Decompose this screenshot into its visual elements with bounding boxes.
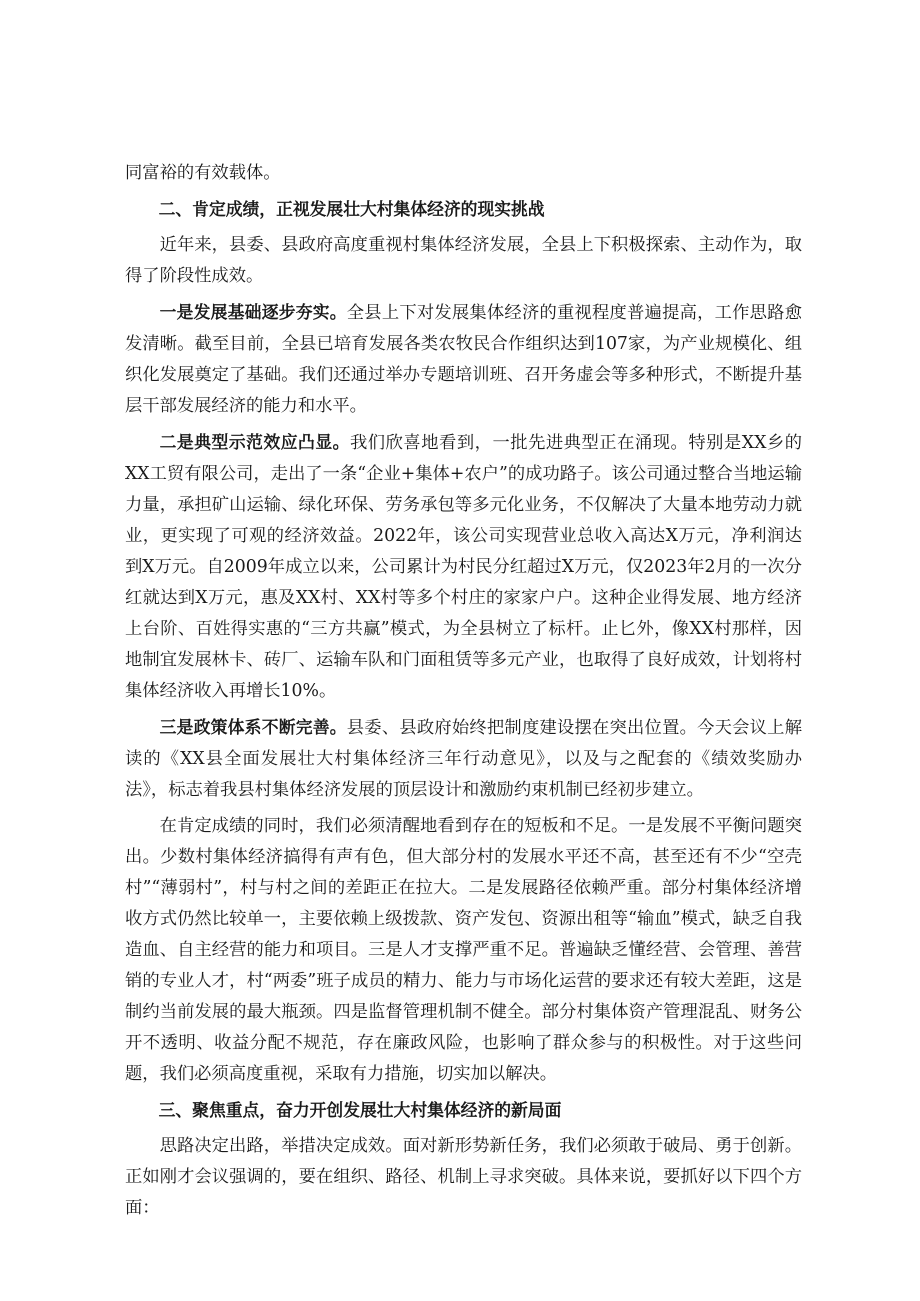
section-heading-2: 二、肯定成绩，正视发展壮大村集体经济的现实挑战: [158, 199, 545, 219]
paragraph-achievement-2: [125, 427, 802, 707]
paragraph-approach: 思路决定出路，举措决定成效。面对新形势新任务，我们必须敢于破局、勇于创新。正如刚才会议强调的，要在组织、路径、机制上寻求突破。具体来说，要抓好以下四个方面：: [125, 1136, 802, 1218]
paragraph-achievement-3: [125, 712, 802, 806]
achievement-3-body: 县委、县政府始终把制度建设摆在突出位置。今天会议上解读的《XX县全面发展壮大村集体经济三年行动意见》，以及与之配套的《绩效奖励办法》，标志着我县村集体经济发展的顶层设计和激励约束机制已经初步建立。: [125, 718, 802, 800]
achievement-1-lead: 一是发展基础逐步夯实。: [159, 302, 347, 322]
achievement-2-body: 我们欣喜地看到，一批先进典型正在涌现。特别是XX乡的XX工贸有限公司，走出了一条“企业+集体+农户”的成功路子。该公司通过整合当地运输力量，承担矿山运输、绿化环保、劳务承包等多元化业务，不仅解决了大量本地劳动力就业，更实现了可观的经济效益。2022年，该公司实现营业总收入高达X万元，净利润达到X万元。自2009年成立以来，公司累计为村民分红超过X万元，仅2023年2月的一次分红就达到X万元，惠及XX村、XX村等多个村庄的家家户户。这种企业得发展、地方经济上台阶、百姓得实惠的“三方共赢”模式，为全县树立了标杆。止匕外，像XX村那样，因地制宜发展林卡、砖厂、运输车队和门面租赁等多元产业，也取得了良好成效，计划将村集体经济收入再增长10%。: [125, 433, 802, 701]
achievement-1-body: 全县上下对发展集体经济的重视程度普遍提高，工作思路愈发清晰。截至目前，全县已培育发展各类农牧民合作组织达到107家，为产业规模化、组织化发展奠定了基础。我们还通过举办专题培训班、召开务虚会等多种形式，不断提升基层干部发展经济的能力和水平。: [125, 303, 802, 416]
paragraph-shortcomings: 在肯定成绩的同时，我们必须清醒地看到存在的短板和不足。一是发展不平衡问题突出。少数村集体经济搞得有声有色，但大部分村的发展水平还不高，甚至还有不少“空壳村”“薄弱村”，村与村之间的差距正在拉大。二是发展路径依赖严重。部分村集体经济增收方式仍然比较单一，主要依赖上级拨款、资产发包、资源出租等“输血”模式，缺乏自我造血、自主经营的能力和项目。三是人才支撑严重不足。普遍缺乏懂经营、会管理、善营销的专业人才，村“两委”班子成员的精力、能力与市场化运营的要求还有较大差距，这是制约当前发展的最大瓶颈。四是监督管理机制不健全。部分村集体资产管理混乱、财务公开不透明、收益分配不规范，存在廉政风险，也影响了群众参与的积极性。对于这些问题，我们必须高度重视，采取有力措施，切实加以解决。: [125, 816, 802, 1084]
achievement-3-lead: 三是政策体系不断完善。: [159, 717, 347, 737]
paragraph-intro: 近年来，县委、县政府高度重视村集体经济发展，全县上下积极探索、主动作为，取得了阶段性成效。: [125, 235, 802, 286]
paragraph-achievement-1: [125, 297, 802, 422]
section-heading-3: 三、聚焦重点，奋力开创发展壮大村集体经济的新局面: [158, 1100, 562, 1120]
achievement-2-lead: 二是典型示范效应凸显。: [159, 432, 350, 452]
paragraph-continuation: 同富裕的有效载体。: [125, 163, 281, 183]
